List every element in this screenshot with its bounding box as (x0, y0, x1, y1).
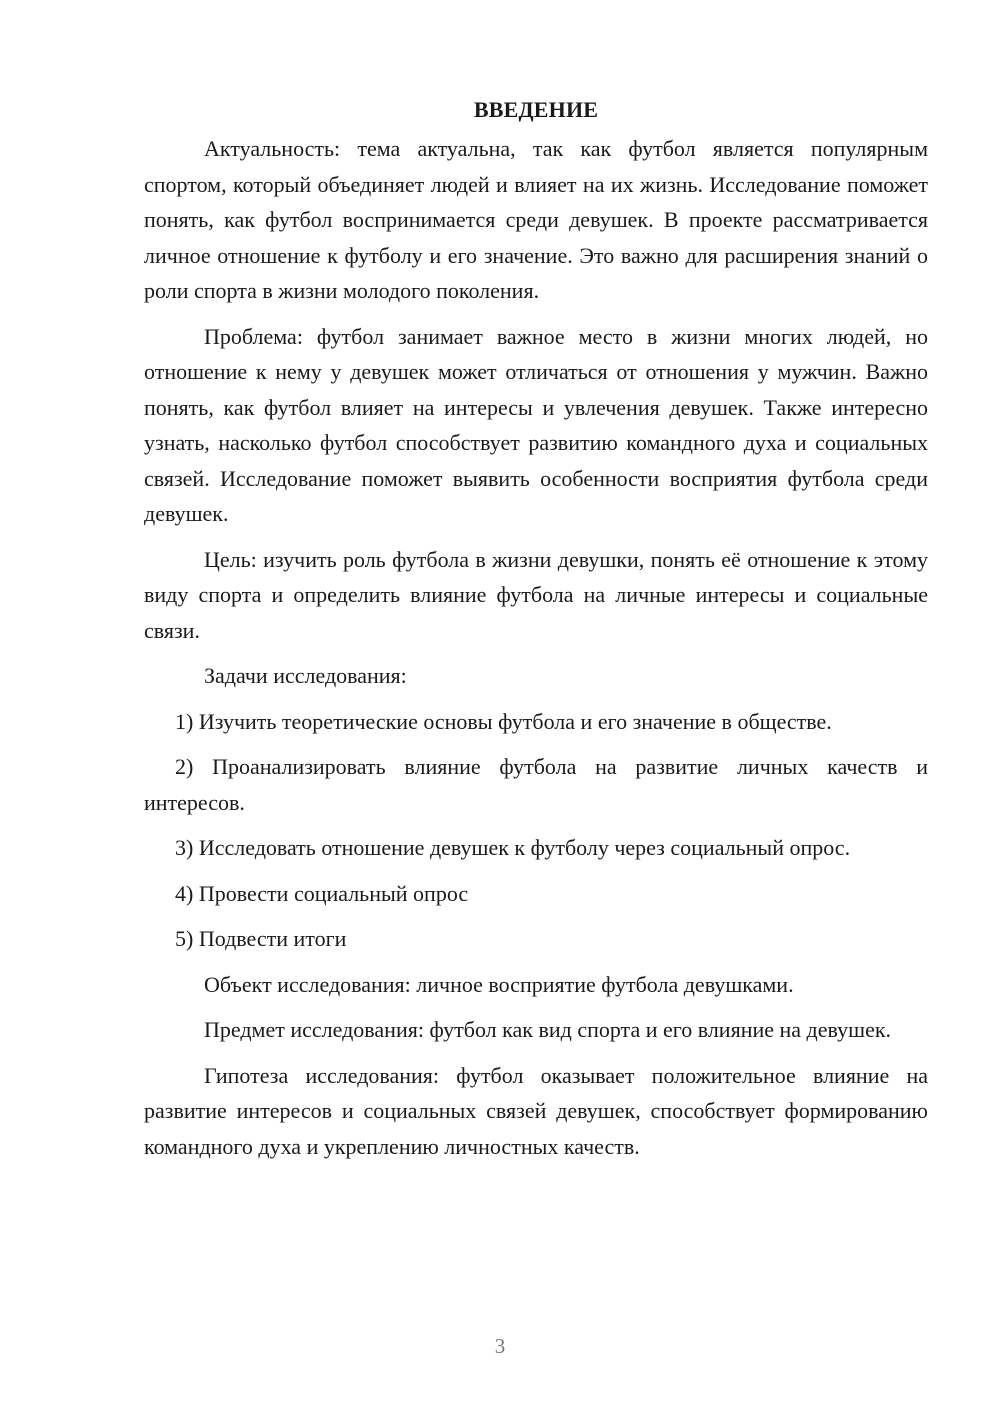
paragraph-subject: Предмет исследования: футбол как вид спорта и его влияние на девушек. (204, 1017, 892, 1042)
page-title: ВВЕДЕНИЕ (473, 97, 599, 122)
page-number: 3 (494, 1334, 506, 1358)
task-item-5: 5) Подвести итоги (175, 926, 347, 951)
task-item-3: 3) Исследовать отношение девушек к футболу через социальный опрос. (175, 835, 851, 860)
paragraph-object: Объект исследования: личное восприятие футбола девушками. (204, 971, 794, 997)
paragraph-hypothesis: Гипотеза исследования: футбол оказывает положительное влияние на развитие интересов и социальных связей девушек, способствует формированию командного духа и укреплению личностных качеств. (144, 1062, 928, 1159)
task-item-1: 1) Изучить теоретические основы футбола и его значение в обществе. (175, 708, 832, 734)
task-item-4: 4) Провести социальный опрос (175, 880, 469, 906)
paragraph-problem: Проблема: футбол занимает важное место в жизни многих людей, но отношение к нему у девушек может отличаться от отношения у мужчин. Важно понять, как футбол влияет на интересы и увлечения девушек. Также интересно узнать, насколько футбол способствует развитию командного духа и социальных связей. Исследование поможет выявить особенности восприятия футбола среди девушек. (144, 323, 928, 526)
document-page (144, 92, 928, 1174)
task-item-2: 2) Проанализировать влияние футбола на развитие личных качеств и интересов. (144, 754, 928, 815)
paragraph-relevance: Актуальность: тема актуальна, так как футбол является популярным спортом, который объединяет людей и влияет на их жизнь. Исследование поможет понять, как футбол воспринимается среди девушек. В проекте рассматривается личное отношение к футболу и его значение. Это важно для расширения знаний о роли спорта в жизни молодого поколения. (144, 136, 928, 303)
paragraph-goal: Цель: изучить роль футбола в жизни девушки, понять её отношение к этому виду спорта и определить влияние футбола на личные интересы и социальные связи. (144, 546, 928, 643)
paragraph-tasks-heading: Задачи исследования: (204, 663, 407, 688)
